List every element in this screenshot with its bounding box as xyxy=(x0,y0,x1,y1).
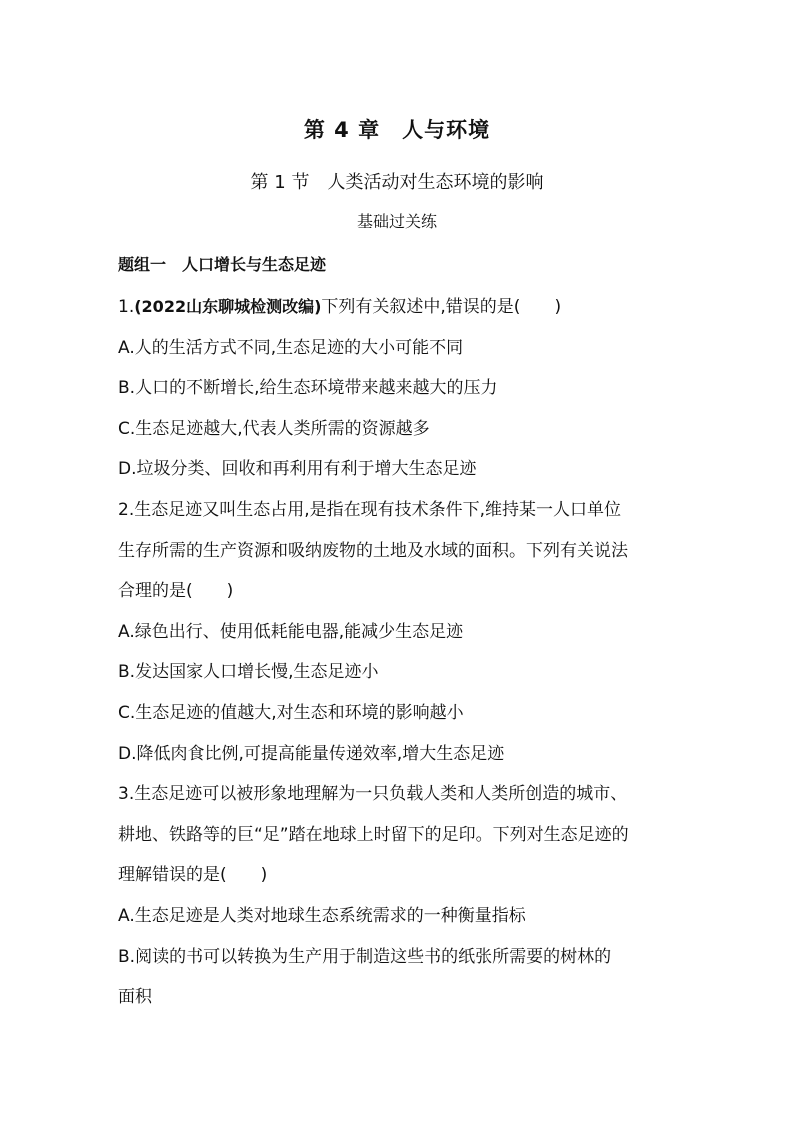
question-2-option-d: D.降低肉食比例,可提高能量传递效率,增大生态足迹 xyxy=(118,743,505,764)
question-list xyxy=(118,287,688,1018)
question-2-option-c: C.生态足迹的值越大,对生态和环境的影响越小 xyxy=(118,702,464,723)
question-2-option-a: A.绿色出行、使用低耗能电器,能减少生态足迹 xyxy=(118,621,464,642)
question-number: 3. xyxy=(118,784,135,805)
question-stem-text: 生态足迹可以被形象地理解为一只负载人类和人类所创造的城市、 xyxy=(134,784,628,805)
chapter-title: 第 4 章 人与环境 xyxy=(303,118,491,142)
question-1-option-a: A.人的生活方式不同,生态足迹的大小可能不同 xyxy=(118,337,464,358)
section-title: 第 1 节 人类活动对生态环境的影响 xyxy=(250,172,544,193)
question-2-stem-line-3: 合理的是( ) xyxy=(118,581,234,602)
question-3-stem-line-3: 理解错误的是( ) xyxy=(118,865,268,886)
question-3-option-a: A.生态足迹是人类对地球生态系统需求的一种衡量指标 xyxy=(118,905,526,926)
question-group-title: 题组一 人口增长与生态足迹 xyxy=(118,255,327,274)
exercise-label: 基础过关练 xyxy=(356,212,437,231)
question-3-stem-line-1 xyxy=(118,774,688,815)
question-3-option-b-continued: 面积 xyxy=(118,987,152,1008)
question-1-stem xyxy=(118,287,688,328)
question-1-option-b: B.人口的不断增长,给生态环境带来越来越大的压力 xyxy=(118,378,498,399)
question-1-option-c: C.生态足迹越大,代表人类所需的资源越多 xyxy=(118,418,430,439)
question-stem-text: 下列有关叙述中,错误的是( ) xyxy=(321,297,562,317)
question-number: 2. xyxy=(118,499,135,520)
question-3-stem-line-2: 耕地、铁路等的巨“足”踏在地球上时留下的足印。下列对生态足迹的 xyxy=(118,824,629,845)
question-2-stem-line-1 xyxy=(118,490,688,531)
question-source: (2022山东聊城检测改编) xyxy=(134,297,322,316)
question-2-option-b: B.发达国家人口增长慢,生态足迹小 xyxy=(118,662,379,683)
question-stem-text: 生态足迹又叫生态占用,是指在现有技术条件下,维持某一人口单位 xyxy=(134,499,622,520)
question-2-stem-line-2: 生存所需的生产资源和吸纳废物的土地及水域的面积。下列有关说法 xyxy=(118,540,628,561)
question-1-option-d: D.垃圾分类、回收和再利用有利于增大生态足迹 xyxy=(118,459,477,480)
question-3-option-b: B.阅读的书可以转换为生产用于制造这些书的纸张所需要的树林的 xyxy=(118,946,612,967)
question-number: 1. xyxy=(118,297,135,317)
